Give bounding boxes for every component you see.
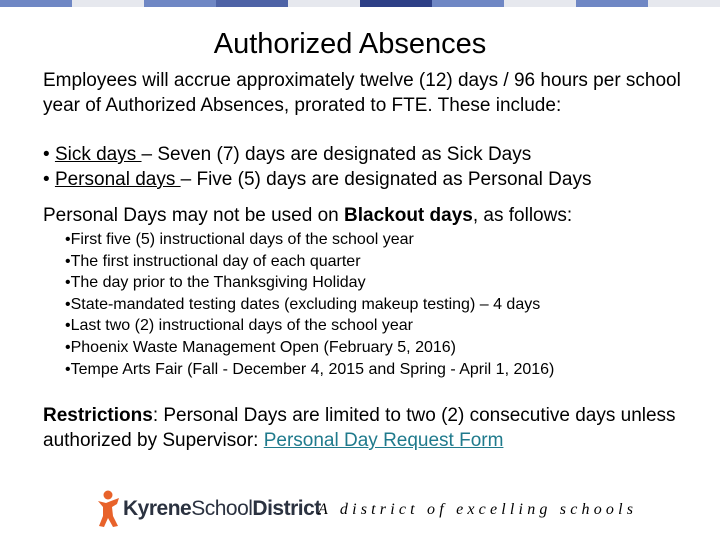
top-bar-segment xyxy=(432,0,504,7)
top-bar-segment xyxy=(360,0,432,7)
top-bar-segment xyxy=(288,0,360,7)
sick-days-label: Sick days xyxy=(54,144,142,165)
list-item: •Last two (2) instructional days of the school year xyxy=(65,317,413,335)
personal-days-label: Personal days xyxy=(54,169,181,190)
restrictions-paragraph: Restrictions: Personal Days are limited to two (2) consecutive days unless authorized by Supervisor: Personal Day Request Form xyxy=(43,405,676,451)
top-bar-segment xyxy=(0,0,72,7)
blackout-intro: Personal Days may not be used on Blackout days, as follows: xyxy=(43,205,573,226)
list-item: •First five (5) instructional days of the school year xyxy=(65,231,414,248)
list-item: •Tempe Arts Fair (Fall - December 4, 2015 and Spring - April 1, 2016) xyxy=(65,360,555,378)
logo-text: KyreneSchoolDistrict xyxy=(123,497,321,520)
personal-day-request-form-link[interactable]: Personal Day Request Form xyxy=(263,430,504,451)
district-logo xyxy=(95,490,321,528)
top-bar-segment xyxy=(576,0,648,7)
person-figure-icon xyxy=(95,490,121,528)
top-bar-segment xyxy=(144,0,216,7)
top-bar-segment xyxy=(72,0,144,7)
absence-type-personal: • Personal days – Five (5) days are designated as Personal Days xyxy=(43,169,592,190)
top-bar-segment xyxy=(504,0,576,7)
absence-types-list xyxy=(43,142,703,192)
list-item: •State-mandated testing dates (excluding makeup testing) – 4 days xyxy=(65,295,541,313)
top-bar-segment xyxy=(648,0,720,7)
blackout-days-list xyxy=(65,229,705,380)
top-color-bar xyxy=(0,0,720,7)
list-item: •The first instructional day of each quarter xyxy=(65,252,361,270)
list-item: •The day prior to the Thanksgiving Holiday xyxy=(65,274,366,292)
page-title: Authorized Absences xyxy=(213,28,487,60)
district-tagline: A district of excelling schools xyxy=(318,501,638,518)
intro-paragraph: Employees will accrue approximately twelve (12) days / 96 hours per school year of Authorized Absences, prorated to FTE. These include: xyxy=(43,70,681,116)
list-item: •Phoenix Waste Management Open (February 5, 2016) xyxy=(65,338,456,356)
restrictions-label: Restrictions xyxy=(43,405,153,426)
absence-type-sick: • Sick days – Seven (7) days are designated as Sick Days xyxy=(43,144,532,165)
top-bar-segment xyxy=(216,0,288,7)
blackout-days-term: Blackout days xyxy=(344,205,473,226)
